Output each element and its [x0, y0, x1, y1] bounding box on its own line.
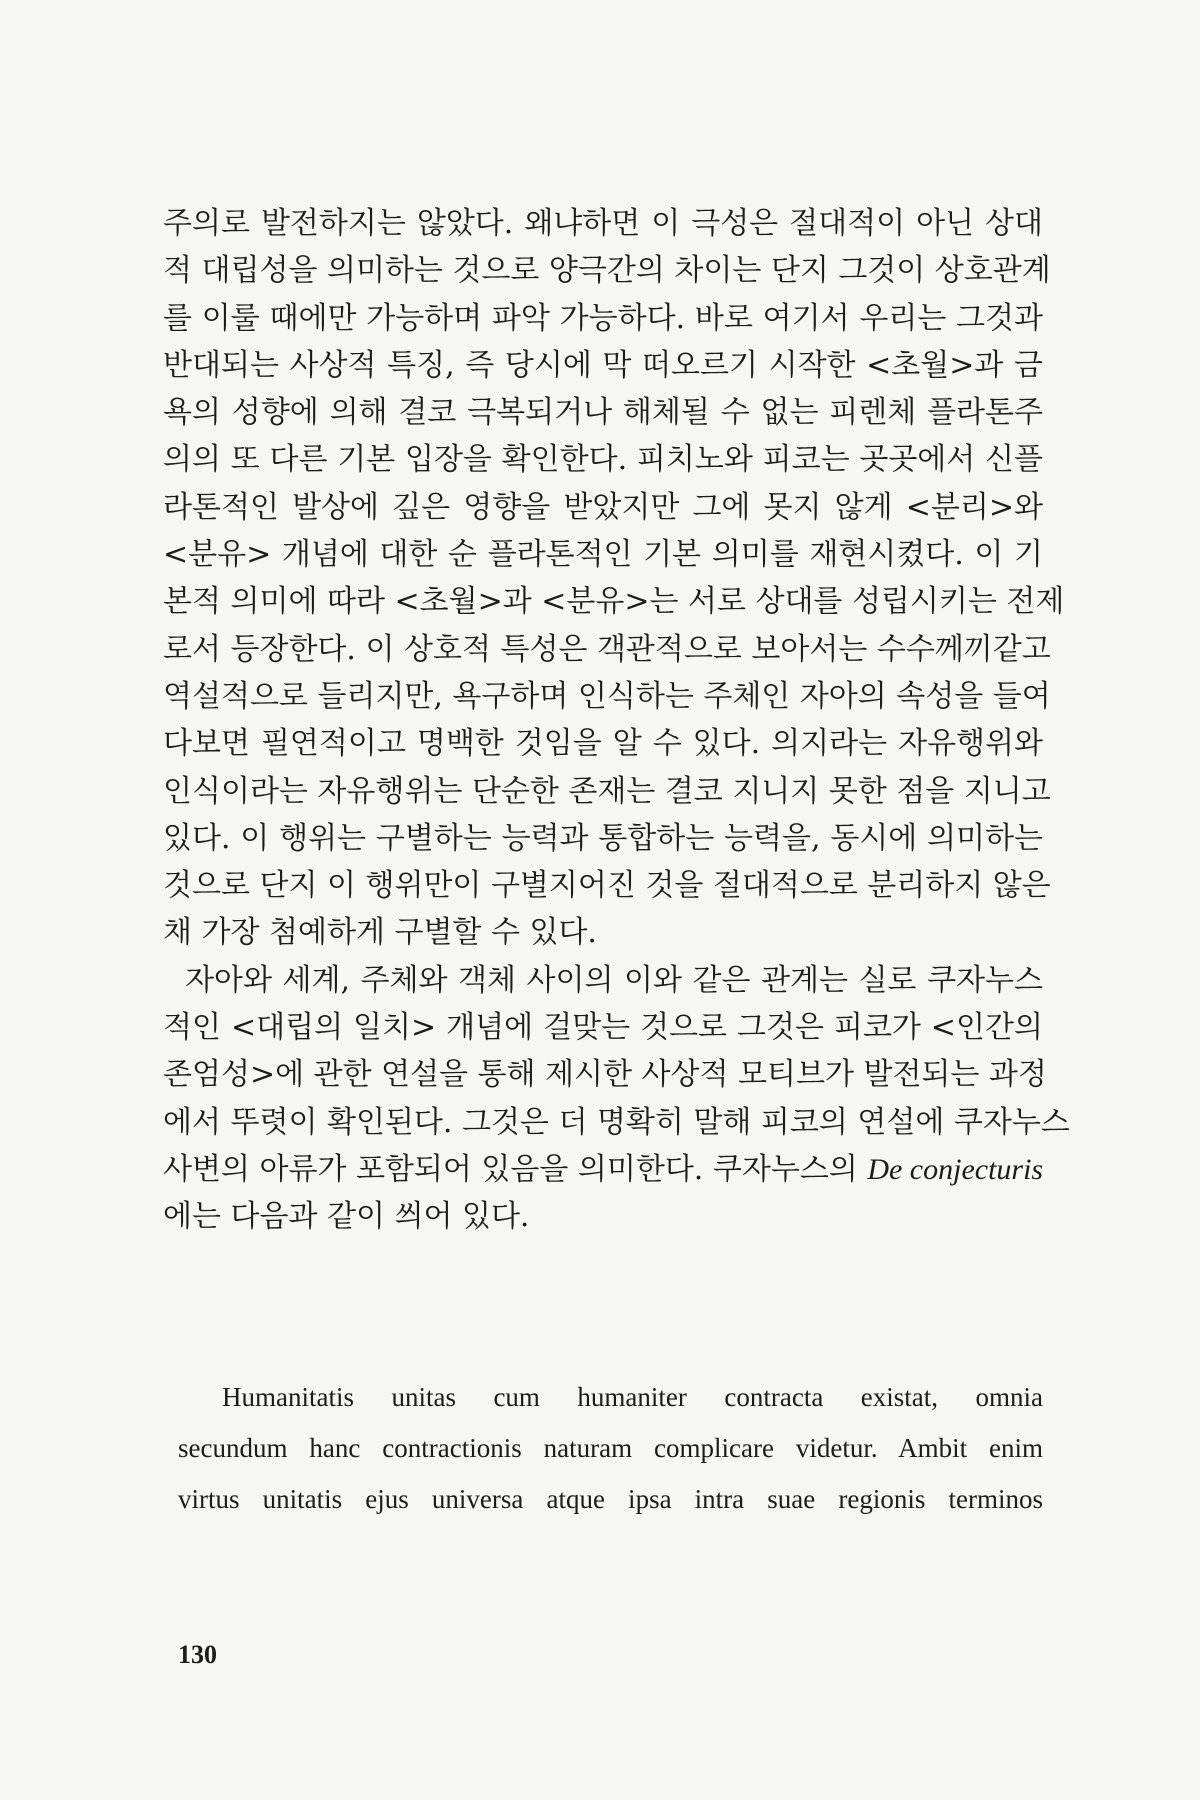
- text-line: 것으로 단지 이 행위만이 구별지어진 것을 절대적으로 분리하지 않은: [163, 868, 1051, 904]
- text-line: 역설적으로 들리지만, 욕구하며 인식하는 주체인 자아의 속성을 들여: [163, 678, 1051, 714]
- book-title: De conjecturis: [867, 1152, 1044, 1186]
- text-line: [163, 1146, 1043, 1193]
- text-line: 있다. 이 행위는 구별하는 능력과 통합하는 능력을, 동시에 의미하는: [163, 820, 1043, 856]
- text-line: 를 이룰 때에만 가능하며 파악 가능하다. 바로 여기서 우리는 그것과: [163, 300, 1043, 336]
- text-line: 인식이라는 자유행위는 단순한 존재는 결코 지니지 못한 점을 지니고: [163, 773, 1051, 809]
- text-line: 의의 또 다른 기본 입장을 확인한다. 피치노와 피코는 곳곳에서 신플: [163, 442, 1043, 478]
- text-line: 욕의 성향에 의해 결코 극복되거나 해체될 수 없는 피렌체 플라톤주: [163, 395, 1043, 431]
- page-number: 130: [178, 1640, 217, 1669]
- text-line: 에는 다음과 같이 씌어 있다.: [163, 1199, 530, 1235]
- text-line: 반대되는 사상적 특징, 즉 당시에 막 떠오르기 시작한 <초월>과 금: [163, 347, 1043, 383]
- text-line: 채 가장 첨예하게 구별할 수 있다.: [163, 915, 597, 951]
- text-span: 사변의 아류가 포함되어 있음을 의미한다. 쿠자누스의: [163, 1151, 868, 1187]
- text-line: 주의로 발전하지는 않았다. 왜냐하면 이 극성은 절대적이 아닌 상대: [163, 206, 1043, 241]
- quote-line: secundum hanc contractionis naturam complicare videtur. Ambit enim: [178, 1433, 1043, 1463]
- text-line: 본적 의미에 따라 <초월>과 <분유>는 서로 상대를 성립시키는 전제: [163, 584, 1065, 620]
- text-line: 로서 등장한다. 이 상호적 특성은 객관적으로 보아서는 수수께끼같고: [163, 631, 1051, 667]
- text-line: 존엄성>에 관한 연설을 통해 제시한 사상적 모티브가 발전되는 과정: [163, 1057, 1047, 1093]
- text-line: 에서 뚜렷이 확인된다. 그것은 더 명확히 말해 피코의 연설에 쿠자누스: [163, 1104, 1070, 1140]
- text-line: 라톤적인 발상에 깊은 영향을 받았지만 그에 못지 않게 <분리>와: [163, 489, 1043, 525]
- text-line: <분유> 개념에 대한 순 플라톤적인 기본 의미를 재현시켰다. 이 기: [163, 537, 1043, 573]
- text-line: 적인 <대립의 일치> 개념에 걸맞는 것으로 그것은 피코가 <인간의: [163, 1010, 1043, 1046]
- text-line: 자아와 세계, 주체와 객체 사이의 이와 같은 관계는 실로 쿠자누스: [185, 962, 1043, 998]
- quote-line: virtus unitatis ejus universa atque ipsa intra suae regionis terminos: [178, 1484, 1043, 1514]
- text-line: 적 대립성을 의미하는 것으로 양극간의 차이는 단지 그것이 상호관계: [163, 253, 1051, 289]
- text-line: 다보면 필연적이고 명백한 것임을 알 수 있다. 의지라는 자유행위와: [163, 726, 1043, 762]
- quote-line: Humanitatis unitas cum humaniter contracta existat, omnia: [222, 1382, 1043, 1412]
- latin-quotation: [178, 1372, 1043, 1525]
- main-text: [163, 200, 1070, 1241]
